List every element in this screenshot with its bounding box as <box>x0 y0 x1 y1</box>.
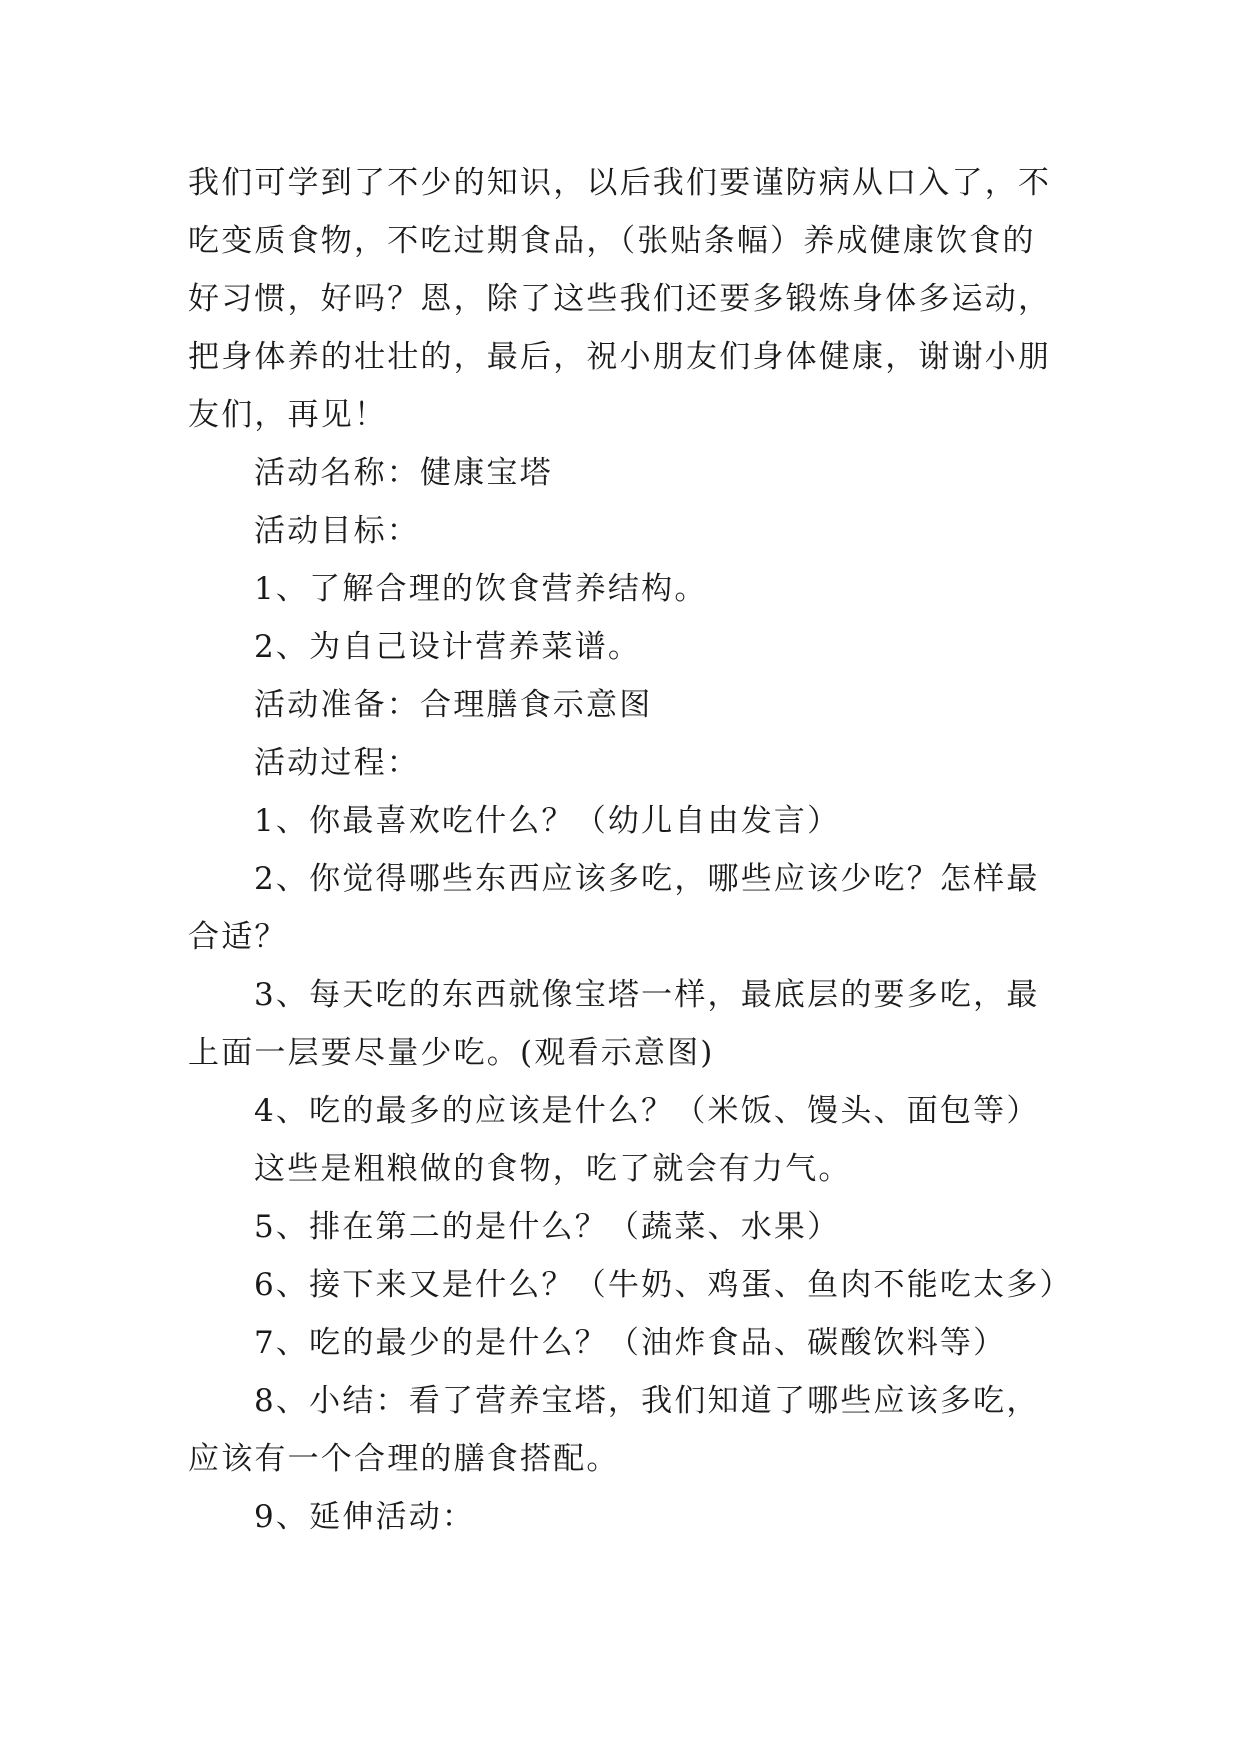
process-step: 7、吃的最少的是什么？（油炸食品、碳酸饮料等） <box>254 1325 1007 1361</box>
process-step: 9、延伸活动： <box>254 1499 476 1535</box>
process-step: 8、小结：看了营养宝塔，我们知道了哪些应该多吃， <box>254 1383 1040 1419</box>
process-note: 这些是粗粮做的食物，吃了就会有力气。 <box>254 1151 852 1187</box>
process-step: 1、你最喜欢吃什么？（幼儿自由发言） <box>254 803 841 839</box>
process-step: 3、每天吃的东西就像宝塔一样，最底层的要多吃，最 <box>254 977 1040 1013</box>
process-step-continued: 合适？ <box>188 919 288 955</box>
activity-process-heading: 活动过程： <box>254 745 420 781</box>
process-step: 2、你觉得哪些东西应该多吃，哪些应该少吃？怎样最 <box>254 861 1040 897</box>
goal-item: 1、了解合理的饮食营养结构。 <box>254 571 708 607</box>
activity-goal-heading: 活动目标： <box>254 513 420 549</box>
process-step-continued: 应该有一个合理的膳食搭配。 <box>188 1441 620 1477</box>
text-line: 把身体养的壮壮的，最后，祝小朋友们身体健康，谢谢小朋 <box>188 339 1052 375</box>
activity-prep-line: 活动准备：合理膳食示意图 <box>254 687 653 723</box>
text-line: 我们可学到了不少的知识，以后我们要谨防病从口入了，不 <box>188 165 1052 201</box>
activity-name-line: 活动名称：健康宝塔 <box>254 455 553 491</box>
goal-item: 2、为自己设计营养菜谱。 <box>254 629 642 665</box>
process-step: 5、排在第二的是什么？（蔬菜、水果） <box>254 1209 841 1245</box>
process-step: 6、接下来又是什么？（牛奶、鸡蛋、鱼肉不能吃太多） <box>254 1267 1073 1303</box>
process-step: 4、吃的最多的应该是什么？（米饭、馒头、面包等） <box>254 1093 1040 1129</box>
process-step-continued: 上面一层要尽量少吃。(观看示意图) <box>188 1035 715 1071</box>
text-line: 友们，再见！ <box>188 397 388 433</box>
text-line: 好习惯，好吗？恩，除了这些我们还要多锻炼身体多运动， <box>188 281 1052 317</box>
text-line: 吃变质食物，不吃过期食品，（张贴条幅）养成健康饮食的 <box>188 223 1036 259</box>
